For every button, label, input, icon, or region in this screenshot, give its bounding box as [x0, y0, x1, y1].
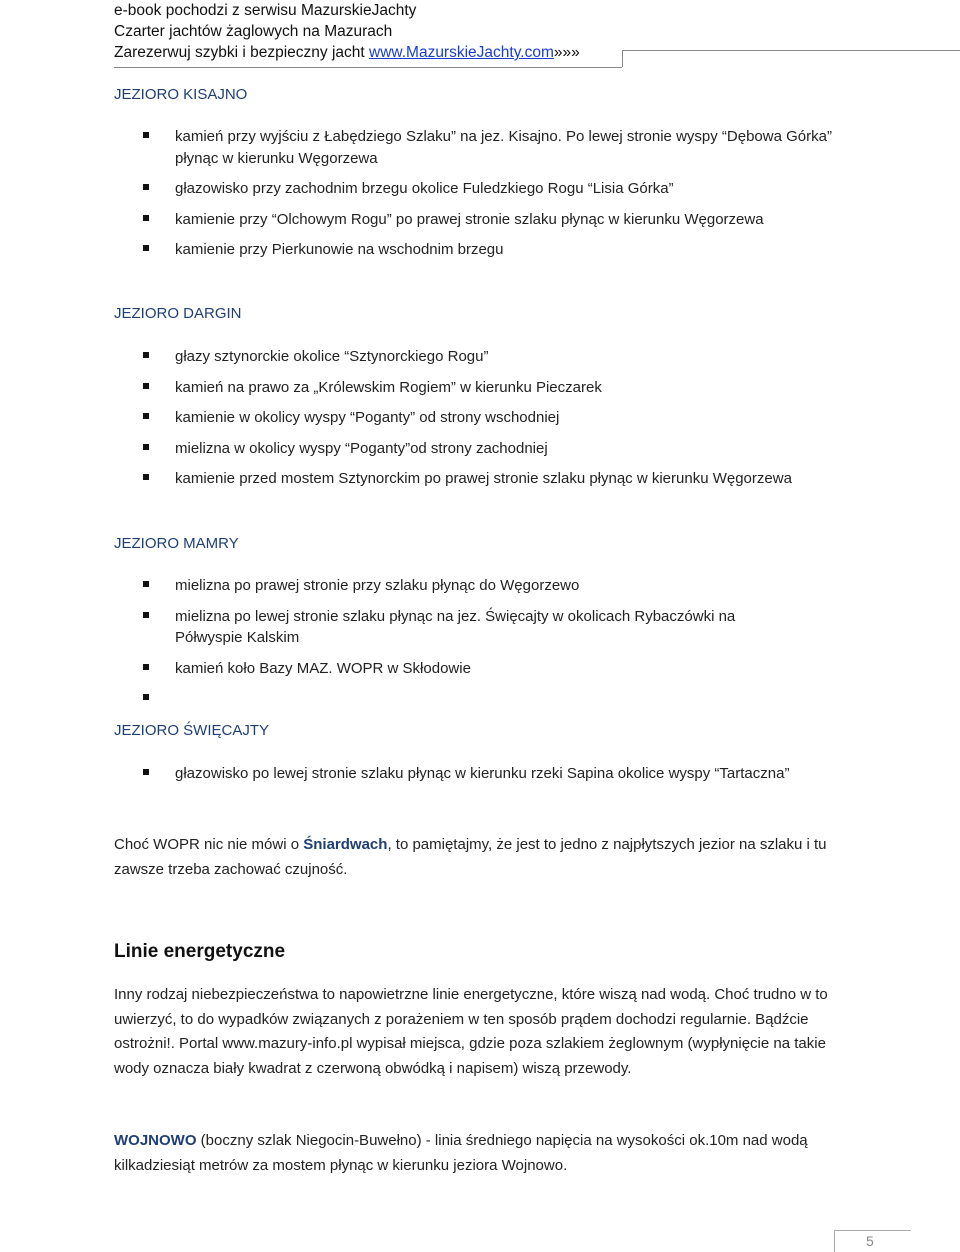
sniardwy-paragraph: [114, 833, 839, 882]
document-header: [114, 0, 626, 63]
list-kisajno: [143, 126, 843, 270]
list-item: kamienie przed mostem Sztynorckim po prawej stronie szlaku płynąc w kierunku Węgorzewa: [143, 468, 875, 490]
list-item: mielizna w okolicy wyspy “Poganty”od strony zachodniej: [143, 438, 843, 460]
header-line-2: Czarter jachtów żaglowych na Mazurach: [114, 23, 393, 40]
header-line-3-prefix: Zarezerwuj szybki i bezpieczny jacht: [114, 44, 369, 61]
list-item: kamienie przy “Olchowym Rogu” po prawej stronie szlaku płynąc w kierunku Węgorzewa: [143, 209, 843, 231]
sniardwy-suffix: , to pamiętajmy, że jest to jedno z najpłytszych jezior na szlaku i tu zawsze trzeba zachować czujność.: [114, 836, 827, 878]
list-item: [143, 688, 843, 700]
list-item: kamień na prawo za „Królewskim Rogiem” w kierunku Pieczarek: [143, 377, 843, 399]
list-item: kamienie w okolicy wyspy “Poganty” od strony wschodniej: [143, 407, 843, 429]
section-title-kisajno: JEZIORO KISAJNO: [114, 86, 248, 103]
header-rule-step: [622, 50, 623, 67]
list-item: kamienie przy Pierkunowie na wschodnim brzegu: [143, 239, 843, 261]
list-item: mielizna po prawej stronie przy szlaku płynąc do Węgorzewo: [143, 575, 843, 597]
section-title-swiecajty: JEZIORO ŚWIĘCAJTY: [114, 722, 270, 739]
header-arrows: »»»: [553, 44, 580, 61]
list-item: głazowisko przy zachodnim brzegu okolice Fuledzkiego Rogu “Lisia Górka”: [143, 178, 843, 200]
header-line-3: [114, 42, 626, 63]
header-rule: [114, 67, 622, 68]
energy-heading: Linie energetyczne: [114, 941, 286, 962]
section-title-dargin: JEZIORO DARGIN: [114, 305, 242, 322]
header-rule-right: [622, 50, 960, 51]
list-mamry: [143, 575, 843, 709]
sniardwy-prefix: Choć WOPR nic nie mówi o: [114, 836, 304, 853]
section-title-mamry: JEZIORO MAMRY: [114, 535, 239, 552]
wojnowo-paragraph: [114, 1129, 839, 1178]
list-item: kamień koło Bazy MAZ. WOPR w Skłodowie: [143, 658, 843, 680]
list-item: głazowisko po lewej stronie szlaku płynąc w kierunku rzeki Sapina okolice wyspy “Tartaczna”: [143, 763, 843, 785]
list-item: kamień przy wyjściu z Łabędziego Szlaku” na jez. Kisajno. Po lewej stronie wyspy “Dębowa Górka” płynąc w kierunku Węgorzewa: [143, 126, 843, 169]
list-item: głazy sztynorckie okolice “Sztynorckiego Rogu”: [143, 346, 843, 368]
list-item: mielizna po lewej stronie szlaku płynąc na jez. Święcajty w okolicach Rybaczówki na Półwyspie Kalskim: [143, 606, 795, 649]
list-dargin: [143, 346, 843, 499]
wojnowo-link[interactable]: WOJNOWO: [114, 1132, 197, 1149]
page-number: 5: [866, 1233, 874, 1249]
energy-paragraph: Inny rodzaj niebezpieczeństwa to napowietrzne linie energetyczne, które wiszą nad wodą. Choć trudno w to uwierzyć, to do wypadków związanych z porażeniem w ten sposób prądem dochodzi regularnie. Bądźcie ostrożni!. Portal www.mazury-info.pl wypisał miejsca, gdzie poza szlakiem żeglownym (wypłynięcie na takie wody oznacza biały kwadrat z czerwoną obwódką i napisem) wiszą przewody.: [114, 986, 828, 1077]
wojnowo-text: (boczny szlak Niegocin-Buwełno) - linia średniego napięcia na wysokości ok.10m nad wodą kilkadziesiąt metrów za mostem płynąc w kierunku jeziora Wojnowo.: [114, 1132, 808, 1174]
list-swiecajty: [143, 763, 843, 794]
header-line-1: e-book pochodzi z serwisu MazurskieJachty: [114, 2, 417, 19]
sniardwy-link[interactable]: Śniardwach: [303, 836, 388, 853]
mazurskie-jachty-link[interactable]: www.MazurskieJachty.com: [369, 44, 554, 61]
